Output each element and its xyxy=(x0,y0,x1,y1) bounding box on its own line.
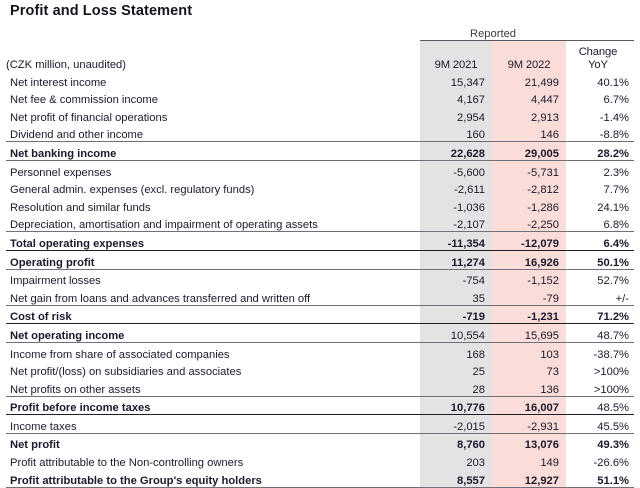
row-value-change: >100% xyxy=(593,366,629,379)
group-header-pad xyxy=(566,21,634,40)
table-row xyxy=(6,287,634,305)
row-value-change: 7.7% xyxy=(603,184,629,197)
row-value-change: 71.2% xyxy=(566,305,634,324)
row-value-2022: 21,499 xyxy=(492,71,566,89)
row-value-change: -1.4% xyxy=(599,111,629,124)
row-value-2022: 149 xyxy=(492,451,566,469)
row-label: Personnel expenses xyxy=(10,166,112,179)
row-label: Resolution and similar funds xyxy=(10,201,151,214)
unit-note: (CZK million, unaudited) xyxy=(6,59,127,71)
row-value-2022: -2,250 xyxy=(492,214,566,232)
row-value-2022: -79 xyxy=(492,287,566,305)
row-value-2022: -1,231 xyxy=(492,305,566,324)
table-row-subtotal xyxy=(6,305,634,324)
row-value-2021: 203 xyxy=(420,451,492,469)
row-value-2022: 146 xyxy=(492,124,566,142)
row-value-2021: 11,274 xyxy=(420,250,492,269)
row-label: Net interest income xyxy=(10,76,107,89)
column-header-row xyxy=(6,41,634,72)
row-label: Profit attributable to the Group's equity holders xyxy=(6,469,420,487)
row-value-2021: 35 xyxy=(420,287,492,305)
column-header-2021: 9M 2021 xyxy=(420,41,492,72)
row-value-2022: 16,007 xyxy=(492,396,566,415)
row-label: Net profit/(loss) on subsidiaries and associates xyxy=(10,366,242,379)
row-value-change: +/- xyxy=(615,292,629,305)
row-value-2021: -754 xyxy=(420,269,492,287)
table-row-subtotal xyxy=(6,232,634,251)
row-label: Net profit of financial operations xyxy=(10,111,168,124)
row-label: Operating profit xyxy=(6,250,420,269)
row-value-change: 2.3% xyxy=(603,166,629,179)
row-value-2022: 29,005 xyxy=(492,142,566,161)
row-value-change: >100% xyxy=(593,383,629,396)
row-value-change: 6.4% xyxy=(566,232,634,251)
row-label: Cost of risk xyxy=(6,305,420,324)
table-row xyxy=(6,214,634,232)
row-label: Net operating income xyxy=(6,324,420,343)
row-value-change: -8.8% xyxy=(599,129,629,142)
row-value-change: -38.7% xyxy=(593,348,629,361)
row-value-change: 6.8% xyxy=(603,219,629,232)
row-value-2021: -11,354 xyxy=(420,232,492,251)
row-value-2021: 160 xyxy=(420,124,492,142)
group-header-row xyxy=(6,21,634,40)
row-value-change: 6.7% xyxy=(603,94,629,107)
row-value-2021: 10,554 xyxy=(420,324,492,343)
row-value-2022: -2,812 xyxy=(492,179,566,197)
table-row xyxy=(6,451,634,469)
row-value-2021: -2,015 xyxy=(420,415,492,434)
table-row-subtotal xyxy=(6,433,634,451)
row-value-2021: 2,954 xyxy=(420,106,492,124)
table-row xyxy=(6,361,634,379)
table-row xyxy=(6,124,634,142)
table-row xyxy=(6,89,634,107)
row-value-2021: 22,628 xyxy=(420,142,492,161)
page-title: Profit and Loss Statement xyxy=(10,3,193,19)
row-value-2022: -2,931 xyxy=(492,415,566,434)
table-body xyxy=(6,21,634,487)
table-row xyxy=(6,71,634,89)
row-value-change: 48.5% xyxy=(566,396,634,415)
row-value-change: 50.1% xyxy=(566,250,634,269)
row-label: Profit before income taxes xyxy=(6,396,420,415)
row-label: Total operating expenses xyxy=(6,232,420,251)
row-value-2022: 103 xyxy=(492,342,566,360)
column-header-2022: 9M 2022 xyxy=(492,41,566,72)
row-label: Dividend and other income xyxy=(10,129,144,142)
table-row xyxy=(6,160,634,178)
row-value-2022: 4,447 xyxy=(492,89,566,107)
row-label: Impairment losses xyxy=(10,275,101,288)
row-value-2022: 13,076 xyxy=(492,433,566,451)
table-row xyxy=(6,415,634,434)
row-value-change: 51.1% xyxy=(566,469,634,487)
row-value-2021: 15,347 xyxy=(420,71,492,89)
row-label: Income from share of associated companies xyxy=(10,348,230,361)
column-header-change xyxy=(566,41,634,72)
table-row xyxy=(6,269,634,287)
row-value-2022: 16,926 xyxy=(492,250,566,269)
table-row-subtotal xyxy=(6,250,634,269)
row-value-2021: 8,557 xyxy=(420,469,492,487)
row-value-2021: 4,167 xyxy=(420,89,492,107)
row-label: Income taxes xyxy=(6,415,420,434)
row-value-change: -26.6% xyxy=(593,457,629,470)
table-row xyxy=(6,342,634,360)
row-value-2022: -5,731 xyxy=(492,160,566,178)
row-value-2022: -1,152 xyxy=(492,269,566,287)
row-label: Net banking income xyxy=(6,142,420,161)
row-value-change: 40.1% xyxy=(597,76,629,89)
row-value-change: 52.7% xyxy=(597,275,629,288)
table-row xyxy=(6,106,634,124)
table-row xyxy=(6,179,634,197)
table-row-total xyxy=(6,469,634,487)
row-value-2021: -719 xyxy=(420,305,492,324)
table-row-subtotal xyxy=(6,396,634,415)
row-value-2022: 73 xyxy=(492,361,566,379)
row-value-2022: 136 xyxy=(492,378,566,396)
row-label: Depreciation, amortisation and impairment of operating assets xyxy=(10,219,318,232)
row-value-2022: -1,286 xyxy=(492,196,566,214)
row-label: General admin. expenses (excl. regulatory funds) xyxy=(10,184,255,197)
row-value-2021: 28 xyxy=(420,378,492,396)
row-value-2021: -2,611 xyxy=(420,179,492,197)
table-row xyxy=(6,378,634,396)
row-value-2021: 25 xyxy=(420,361,492,379)
row-value-2022: 15,695 xyxy=(492,324,566,343)
group-header-reported: Reported xyxy=(469,28,517,40)
profit-and-loss-table xyxy=(6,21,634,488)
row-value-2022: 12,927 xyxy=(492,469,566,487)
table-row xyxy=(6,196,634,214)
row-value-change: 24.1% xyxy=(597,201,629,214)
row-value-2021: -2,107 xyxy=(420,214,492,232)
row-label: Profit attributable to the Non-controlling owners xyxy=(10,457,244,470)
row-value-change: 49.3% xyxy=(597,439,629,452)
row-value-change: 45.5% xyxy=(566,415,634,434)
row-label: Net profit xyxy=(10,439,60,452)
group-header-spacer xyxy=(6,21,420,40)
table-row-subtotal xyxy=(6,324,634,343)
row-value-2021: -5,600 xyxy=(420,160,492,178)
table-row-subtotal xyxy=(6,142,634,161)
row-value-change: 48.7% xyxy=(566,324,634,343)
row-value-2021: -1,036 xyxy=(420,196,492,214)
row-value-2021: 8,760 xyxy=(420,433,492,451)
row-label: Net profits on other assets xyxy=(10,383,141,396)
row-label: Net gain from loans and advances transferred and written off xyxy=(10,292,311,305)
row-value-2021: 168 xyxy=(420,342,492,360)
row-value-2021: 10,776 xyxy=(420,396,492,415)
row-value-change: 28.2% xyxy=(566,142,634,161)
row-label: Net fee & commission income xyxy=(10,94,158,107)
column-header-change-line1: Change xyxy=(578,46,618,58)
column-header-change-line2: YoY xyxy=(588,58,608,71)
row-value-2022: -12,079 xyxy=(492,232,566,251)
row-value-2022: 2,913 xyxy=(492,106,566,124)
